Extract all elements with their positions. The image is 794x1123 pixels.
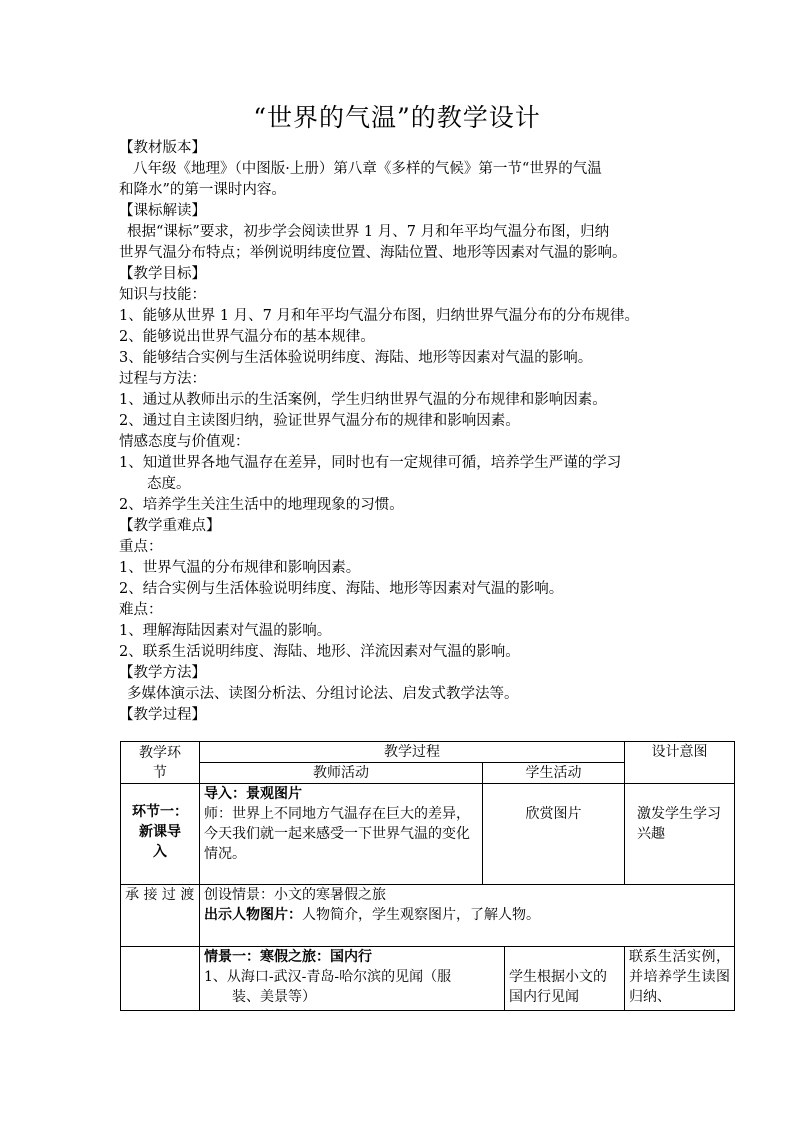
knowledge-item-2: 2、能够说出世界气温分布的基本规律。 [119, 329, 375, 345]
methods-text: 多媒体演示法、读图分析法、分组讨论法、启发式教学法等。 [127, 686, 519, 702]
page-title: “世界的气温”的教学设计 [253, 103, 541, 132]
document-body [119, 138, 689, 726]
standard-line-1: 根据“课标”要求，初步学会阅读世界 1 月、7 月和年平均气温分布图，归纳 [127, 224, 610, 240]
row2-line-1: 创设情景：小文的寒暑假之旅 [204, 887, 386, 903]
row3-intent: 联系生活实例，并培养学生读图归纳、 [625, 947, 735, 1011]
header-student: 学生活动 [483, 763, 625, 784]
row1-stage-line-3: 入 [153, 844, 167, 860]
row1-stage-line-1: 环节一： [132, 804, 188, 820]
row2-stage: 承 接 过 渡 [121, 885, 200, 947]
row3-teacher-line-1: 1、从海口-武汉-青岛-哈尔滨的见闻（服 [204, 969, 452, 985]
header-process: 教学过程 [200, 742, 625, 763]
row1-teacher-title: 导入：景观图片 [204, 786, 302, 802]
knowledge-item-1: 1、能够从世界 1 月、7 月和年平均气温分布图，归纳世界气温分布的分布规律。 [119, 308, 640, 324]
attitude-label: 情感态度与价值观： [119, 434, 250, 450]
row3-teacher-title: 情景一：寒假之旅：国内行 [204, 949, 372, 965]
process-item-2: 2、通过自主读图归纳，验证世界气温分布的规律和影响因素。 [119, 413, 520, 429]
row1-teacher-text: 师：世界上不同地方气温存在巨大的差异，今天我们就一起来感受一下世界气温的变化情况。 [204, 806, 470, 862]
row2-line-2-bold: 出示人物图片： [204, 907, 302, 923]
row3-teacher-line-2: 装、美景等） [232, 989, 316, 1005]
row1-teacher [200, 784, 483, 885]
knowledge-item-3: 3、能够结合实例与生活体验说明纬度、海陆、地形等因素对气温的影响。 [119, 350, 593, 366]
teaching-process-table [120, 741, 735, 1011]
table-row [121, 885, 735, 947]
header-stage [121, 742, 200, 784]
difficult-label: 难点： [119, 602, 163, 618]
row2-line-2 [204, 905, 730, 925]
process-label: 过程与方法： [119, 371, 206, 387]
section-heading-methods: 【教学方法】 [119, 665, 206, 681]
row3-teacher [200, 947, 505, 1011]
section-heading-standard: 【课标解读】 [119, 203, 206, 219]
header-stage-line-1: 教学环 [139, 744, 181, 761]
difficult-item-1: 1、理解海陆因素对气温的影响。 [119, 623, 332, 639]
header-teacher: 教师活动 [200, 763, 483, 784]
section-heading-version: 【教材版本】 [119, 140, 206, 156]
row2-line-2-rest: 人物简介，学生观察图片，了解人物。 [302, 907, 540, 923]
section-heading-key-points: 【教学重难点】 [119, 518, 221, 534]
key-label: 重点： [119, 539, 163, 555]
header-intent: 设计意图 [625, 742, 735, 784]
version-line-2: 和降水”的第一课时内容。 [119, 182, 286, 198]
row1-stage-line-2: 新课导 [139, 824, 181, 840]
row2-content [200, 885, 735, 947]
row3-stage [121, 947, 200, 1011]
table-header-row [121, 742, 735, 763]
process-item-1: 1、通过从教师出示的生活案例，学生归纳世界气温的分布规律和影响因素。 [119, 392, 607, 408]
knowledge-label: 知识与技能： [119, 287, 206, 303]
section-heading-objectives: 【教学目标】 [119, 266, 206, 282]
header-stage-line-2: 节 [153, 764, 167, 781]
table-row [121, 947, 735, 1011]
attitude-item-2: 2、培养学生关注生活中的地理现象的习惯。 [119, 497, 404, 513]
standard-line-2: 世界气温分布特点；举例说明纬度位置、海陆位置、地形等因素对气温的影响。 [119, 245, 627, 261]
attitude-item-1-cont: 态度。 [147, 476, 191, 492]
row1-student: 欣赏图片 [483, 784, 625, 885]
table-row [121, 784, 735, 885]
row3-student: 学生根据小文的国内行见闻 [505, 947, 625, 1011]
row1-stage [121, 784, 200, 885]
section-heading-process: 【教学过程】 [119, 707, 206, 723]
key-item-1: 1、世界气温的分布规律和影响因素。 [119, 560, 361, 576]
difficult-item-2: 2、联系生活说明纬度、海陆、地形、洋流因素对气温的影响。 [119, 644, 520, 660]
row1-intent: 激发学生学习兴趣 [625, 784, 735, 885]
version-line-1: 八年级《地理》（中图版·上册）第八章《多样的气候》第一节“世界的气温 [133, 161, 602, 177]
key-item-2: 2、结合实例与生活体验说明纬度、海陆、地形等因素对气温的影响。 [119, 581, 564, 597]
attitude-item-1: 1、知道世界各地气温存在差异，同时也有一定规律可循，培养学生严谨的学习 [119, 455, 622, 471]
